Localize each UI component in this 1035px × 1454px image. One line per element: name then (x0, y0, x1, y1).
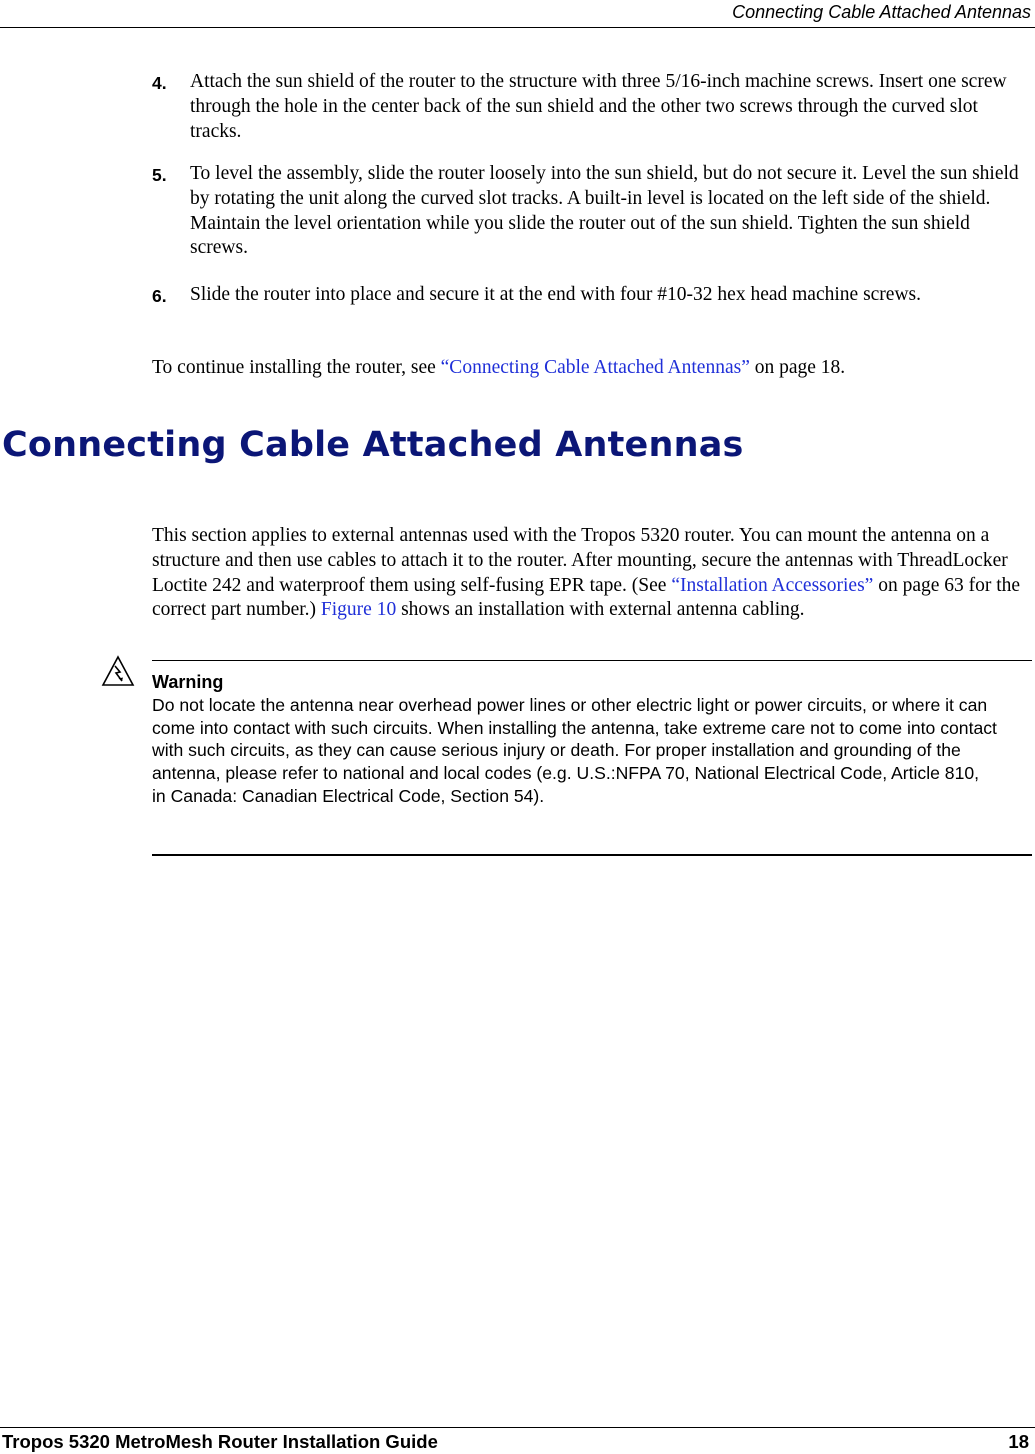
footer-page-number: 18 (1008, 1431, 1029, 1452)
section-heading: Connecting Cable Attached Antennas (2, 425, 744, 465)
link-figure-10[interactable]: Figure 10 (320, 599, 397, 621)
continue-paragraph (152, 356, 1032, 381)
step-text: Attach the sun shield of the router to the structure with three 5/16-inch machine screws. Insert one screw through the hole in the center back of the sun shield and the other two screws through the curved slot tracks. (190, 71, 1007, 142)
warning-bottom-rule (152, 854, 1032, 856)
header-divider (0, 27, 1035, 28)
section-intro-paragraph (152, 524, 1032, 623)
warning-title: Warning (152, 672, 224, 692)
link-connecting-cable-attached-antennas[interactable]: “Connecting Cable Attached Antennas” (440, 357, 750, 378)
warning-top-rule (152, 660, 1032, 661)
footer-document-title: Tropos 5320 MetroMesh Router Installation Guide (2, 1431, 438, 1452)
warning-lightning-icon (101, 655, 135, 687)
intro-text-part3: shows an installation with external antenna cabling. (396, 599, 805, 621)
warning-body: Do not locate the antenna near overhead power lines or other electric light or power circuits, or where it can come into contact with such circuits. When installing the antenna, take extreme care not to come into contact with such circuits, as they can cause serious injury or death. For proper installation and grounding of the antenna, please refer to national and local codes (e.g. U.S.:NFPA 70, National Electrical Code, Article 810, in Canada: Canadian Electrical Code, Section 54). (152, 695, 997, 806)
step-text: To level the assembly, slide the router loosely into the sun shield, but do not secure it. Level the sun shield by rotating the unit along the curved slot tracks. A built-in level is located on the left side of the shield. Maintain the level orientation while you slide the router out of the sun shield. Tighten the sun shield screws. (190, 163, 1019, 259)
step-text: Slide the router into place and secure it at the end with four #10-32 hex head machine screws. (190, 284, 922, 305)
step-item-4 (152, 70, 1032, 144)
link-installation-accessories[interactable]: “Installation Accessories” (671, 574, 874, 596)
footer-divider (0, 1427, 1035, 1428)
running-header-title: Connecting Cable Attached Antennas (732, 2, 1031, 22)
step-number: 4. (152, 73, 167, 93)
intro-text-part2: on page 63 for the correct part number.) (152, 574, 1021, 621)
intro-text-part1: This section applies to external antennas used with the Tropos 5320 router. You can mount the antenna on a structure and then use cables to attach it to the router. After mounting, secure the antennas with ThreadLocker Loctite 242 and waterproof them using self-fusing EPR tape. (See (152, 525, 1008, 596)
step-item-5 (152, 162, 1032, 261)
step-number: 5. (152, 165, 167, 185)
continue-text-suffix: on page 18. (749, 357, 846, 378)
step-number: 6. (152, 286, 167, 306)
step-item-6 (152, 283, 1032, 308)
continue-text-prefix: To continue installing the router, see (152, 357, 441, 378)
